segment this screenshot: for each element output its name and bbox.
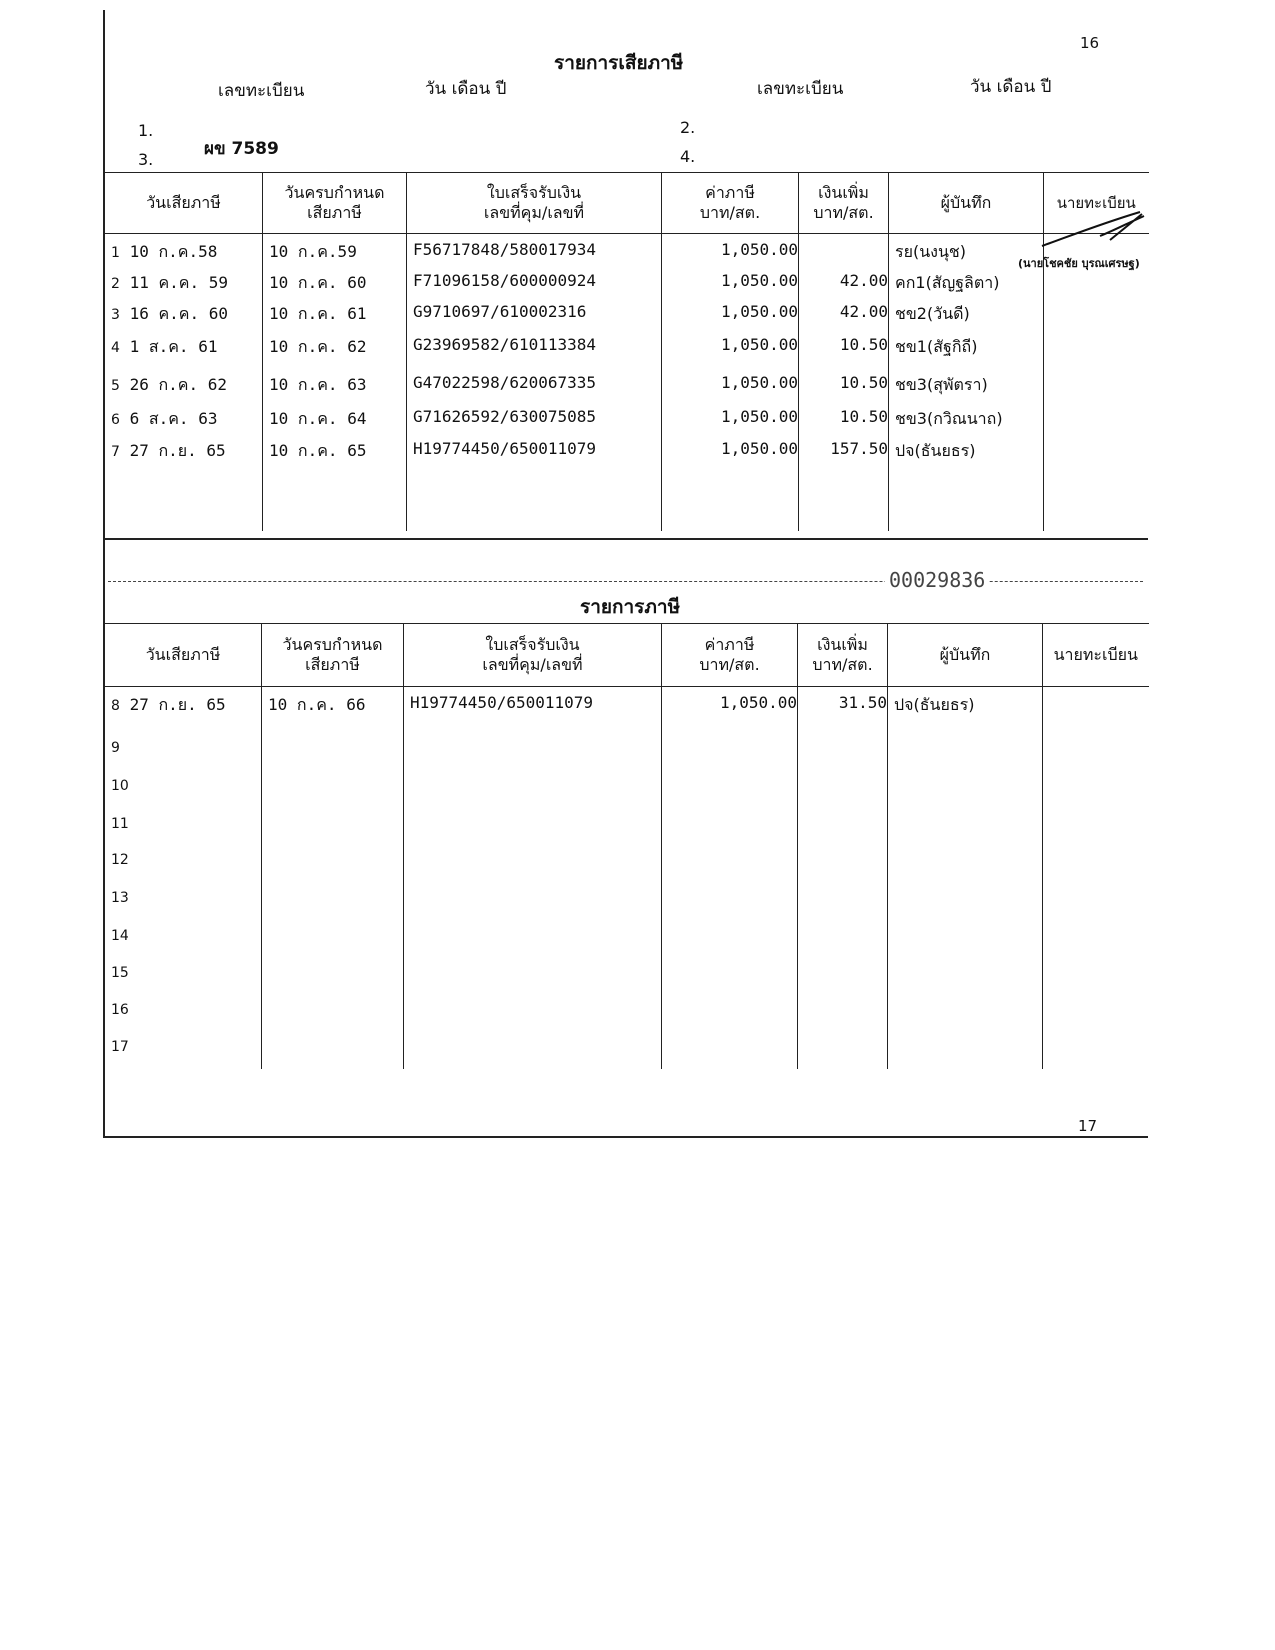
row-number: 16 [111,1001,129,1018]
bottom-frame-line [103,1136,1148,1138]
receipt-number: F71096158/600000924 [413,271,597,290]
paid-date-cell [105,731,262,769]
tax-list-table [104,623,1149,1069]
receipt-number: H19774450/650011079 [413,439,597,458]
surcharge-cell [799,265,889,296]
receipt-cell [404,993,662,1030]
paid-date-cell [105,401,263,433]
recorder-cell [889,329,1044,367]
registrar-cell [1044,296,1149,329]
paid-date-cell [105,367,263,401]
due-date-cell [263,296,407,329]
surcharge-cell [799,401,889,433]
paid-date: 16 ค.ค. 60 [129,304,229,323]
col-header-receipt: ใบเสร็จรับเงิน เลขที่คุม/เลขที่ [407,173,662,234]
row-number: 5 [111,378,120,394]
col-header-registrar: นายทะเบียน [1044,173,1149,234]
recorder-cell [888,807,1043,843]
col2-header-surcharge: เงินเพิ่ม บาท/สต. [798,624,888,687]
paid-date: 27 ก.ย. 65 [129,441,226,460]
due-date-cell [262,843,404,881]
due-date: 10 ก.ค. 60 [269,273,367,292]
row-number: 2 [111,276,120,292]
table-row [105,265,1149,296]
tax-cell [662,687,798,731]
table-row [105,367,1149,401]
paid-date-cell [105,843,262,881]
paid-date-cell [105,769,262,807]
surcharge-amount: 10.50 [839,407,888,426]
tax-amount: 1,050.00 [720,271,798,290]
section1-title: รายการเสียภาษี [554,52,684,74]
registrar-cell [1044,367,1149,401]
due-date-cell [262,881,404,919]
col2-header-recorder: ผู้บันทึก [888,624,1043,687]
paid-date-cell [105,993,262,1030]
receipt-cell [407,401,662,433]
recorder-cell [888,881,1043,919]
surcharge-cell [798,807,888,843]
receipt-cell [404,769,662,807]
surcharge-amount: 42.00 [839,302,888,321]
recorder-cell [889,433,1044,479]
col2-header-tax: ค่าภาษี บาท/สต. [662,624,798,687]
tax-cell [662,843,798,881]
registrar-cell [1043,731,1149,769]
col2-header-due-date: วันครบกำหนด เสียภาษี [262,624,404,687]
row-number: 10 [111,777,129,794]
surcharge-amount: 31.50 [838,693,887,712]
surcharge-cell [798,919,888,956]
surcharge-cell [799,234,889,266]
paid-date: 1 ส.ค. 61 [129,337,218,356]
paid-date: 27 ก.ย. 65 [129,695,226,714]
surcharge-cell [799,296,889,329]
col2-header-receipt: ใบเสร็จรับเงิน เลขที่คุม/เลขที่ [404,624,662,687]
recorder-name: รย(นงนุช) [895,242,966,261]
due-date: 10 ก.ค. 64 [269,409,367,428]
date-header-left: วัน เดือน ปี [425,79,507,99]
table-row [105,993,1149,1030]
receipt-cell [407,265,662,296]
receipt-cell [407,329,662,367]
due-date-cell [263,433,407,479]
due-date-cell [263,401,407,433]
row-number: 4 [111,340,120,356]
reg-number-3: 3. [138,150,154,169]
receipt-number: F56717848/580017934 [413,240,597,259]
surcharge-cell [798,731,888,769]
table-row [105,919,1149,956]
table-row [105,807,1149,843]
receipt-number: H19774450/650011079 [410,693,594,712]
surcharge-cell [798,881,888,919]
col2-header-paid-date: วันเสียภาษี [105,624,262,687]
paid-date-cell [105,687,262,731]
tax-amount: 1,050.00 [720,240,798,259]
table-row [105,234,1149,266]
tax-amount: 1,050.00 [720,302,798,321]
registrar-cell [1043,843,1149,881]
surcharge-cell [799,329,889,367]
surcharge-cell [799,433,889,479]
recorder-cell [888,919,1043,956]
due-date-cell [263,367,407,401]
due-date-cell [263,234,407,266]
due-date-cell [263,329,407,367]
table-row [105,881,1149,919]
tax-amount: 1,050.00 [720,407,798,426]
row-number: 12 [111,851,129,868]
recorder-cell [888,731,1043,769]
row-number: 7 [111,444,120,460]
registrar-cell [1043,993,1149,1030]
paid-date-cell [105,433,263,479]
due-date: 10 ก.ค. 62 [269,337,367,356]
due-date-cell [263,265,407,296]
due-date-cell [262,1030,404,1069]
recorder-name: ปจ(ธันยธร) [895,441,976,460]
registrar-cell [1044,433,1149,479]
reg-plate-1: ผข 7589 [204,139,279,159]
surcharge-cell [798,769,888,807]
date-header-right: วัน เดือน ปี [970,77,1052,97]
due-date-cell [262,769,404,807]
row-number: 17 [111,1038,129,1055]
row-number: 1 [111,245,120,261]
surcharge-cell [798,993,888,1030]
table-row [105,1030,1149,1069]
table-row [105,843,1149,881]
recorder-cell [889,296,1044,329]
paid-date-cell [105,807,262,843]
reg-header-right: เลขทะเบียน [757,79,844,99]
tax-cell [662,433,799,479]
paid-date-cell [105,296,263,329]
receipt-cell [407,234,662,266]
due-date-cell [262,731,404,769]
table-row [105,433,1149,479]
tax-cell [662,265,799,296]
section-divider-line [103,538,1148,540]
recorder-cell [888,1030,1043,1069]
tax-cell [662,296,799,329]
due-date-cell [262,956,404,993]
surcharge-cell [799,367,889,401]
row-number: 9 [111,739,120,756]
table-row [105,956,1149,993]
due-date: 10 ก.ค. 66 [268,695,366,714]
row-number: 11 [111,815,129,832]
paid-date: 6 ส.ค. 63 [129,409,218,428]
section2-title: รายการภาษี [580,596,681,618]
recorder-name: ชข3(กวิณนาถ) [895,409,1003,428]
surcharge-amount: 10.50 [839,335,888,354]
table-filler-row [105,479,1149,531]
receipt-cell [404,843,662,881]
paid-date-cell [105,329,263,367]
paid-date-cell [105,234,263,266]
table-row [105,329,1149,367]
paid-date-cell [105,919,262,956]
surcharge-amount: 42.00 [839,271,888,290]
receipt-cell [404,687,662,731]
receipt-number: G47022598/620067335 [413,373,597,392]
receipt-cell [404,919,662,956]
table-header-row [105,173,1149,234]
page-number-top: 16 [1080,34,1100,52]
table-row [105,401,1149,433]
tax-cell [662,807,798,843]
serial-number: 00029836 [885,568,989,592]
registrar-cell [1044,329,1149,367]
tax-cell [662,401,799,433]
registrar-signature: (นายโชคชัย บุรณเศรษฐ) [1018,257,1140,270]
tax-payment-table [104,172,1149,531]
table2-header-row [105,624,1149,687]
reg-number-2: 2. [680,118,696,137]
row-number: 6 [111,412,120,428]
receipt-number: G9710697/610002316 [413,302,587,321]
recorder-cell [888,687,1043,731]
table-row [105,687,1149,731]
table-row [105,296,1149,329]
recorder-cell [889,401,1044,433]
paid-date-cell [105,956,262,993]
paid-date: 26 ก.ค. 62 [129,375,228,394]
paid-date: 11 ค.ค. 59 [129,273,229,292]
row-number: 8 [111,698,120,714]
surcharge-amount: 10.50 [839,373,888,392]
tax-cell [662,1030,798,1069]
recorder-name: คก1(สัญฐลิตา) [895,273,1000,292]
recorder-cell [888,956,1043,993]
table-row [105,769,1149,807]
tax-amount: 1,050.00 [720,439,798,458]
receipt-number: G23969582/610113384 [413,335,597,354]
row-number: 15 [111,964,129,981]
col-header-tax: ค่าภาษี บาท/สต. [662,173,799,234]
col-header-recorder: ผู้บันทึก [889,173,1044,234]
receipt-cell [404,881,662,919]
row-number: 3 [111,307,120,323]
receipt-cell [404,1030,662,1069]
due-date: 10 ก.ค. 65 [269,441,367,460]
surcharge-amount: 157.50 [830,439,888,458]
due-date: 10 ก.ค. 63 [269,375,367,394]
due-date-cell [262,807,404,843]
row-number: 13 [111,889,129,906]
surcharge-cell [798,956,888,993]
table-row [105,731,1149,769]
due-date-cell [262,919,404,956]
surcharge-cell [798,687,888,731]
registrar-cell [1043,769,1149,807]
recorder-name: ปจ(ธันยธร) [894,695,975,714]
recorder-cell [888,993,1043,1030]
receipt-cell [404,956,662,993]
tax-cell [662,769,798,807]
tax-amount: 1,050.00 [720,373,798,392]
receipt-number: G71626592/630075085 [413,407,597,426]
tax-cell [662,993,798,1030]
tax-cell [662,881,798,919]
paid-date-cell [105,881,262,919]
receipt-cell [407,296,662,329]
reg-number-1: 1. [138,121,154,140]
paid-date-cell [105,265,263,296]
receipt-cell [404,807,662,843]
due-date: 10 ก.ค. 61 [269,304,367,323]
tax-cell [662,731,798,769]
reg-number-4: 4. [680,147,696,166]
signature-scribble-icon [1040,206,1148,250]
recorder-cell [889,367,1044,401]
page-number-bottom: 17 [1078,1117,1098,1135]
registrar-cell [1043,1030,1149,1069]
col-header-paid-date: วันเสียภาษี [105,173,263,234]
paid-date-cell [105,1030,262,1069]
recorder-name: ชข2(วันดี) [895,304,970,323]
tax-cell [662,234,799,266]
registrar-cell [1043,956,1149,993]
recorder-cell [888,843,1043,881]
tax-cell [662,956,798,993]
due-date: 10 ก.ค.59 [269,242,357,261]
recorder-name: ชข1(สัฐกิถี) [895,337,978,356]
recorder-cell [888,769,1043,807]
due-date-cell [262,687,404,731]
surcharge-cell [798,843,888,881]
registrar-cell [1044,401,1149,433]
tax-amount: 1,050.00 [720,335,798,354]
col2-header-registrar: นายทะเบียน [1043,624,1149,687]
receipt-cell [404,731,662,769]
tax-amount: 1,050.00 [719,693,797,712]
col-header-due-date: วันครบกำหนด เสียภาษี [263,173,407,234]
registrar-cell [1043,881,1149,919]
recorder-name: ชข3(สุพัตรา) [895,375,988,394]
paid-date: 10 ก.ค.58 [129,242,218,261]
col-header-surcharge: เงินเพิ่ม บาท/สต. [799,173,889,234]
tax-cell [662,919,798,956]
registrar-cell [1043,687,1149,731]
reg-header-left: เลขทะเบียน [218,81,305,101]
tax-cell [662,329,799,367]
receipt-cell [407,367,662,401]
registrar-cell [1043,807,1149,843]
row-number: 14 [111,927,129,944]
receipt-cell [407,433,662,479]
surcharge-cell [798,1030,888,1069]
registrar-cell [1043,919,1149,956]
tax-cell [662,367,799,401]
due-date-cell [262,993,404,1030]
